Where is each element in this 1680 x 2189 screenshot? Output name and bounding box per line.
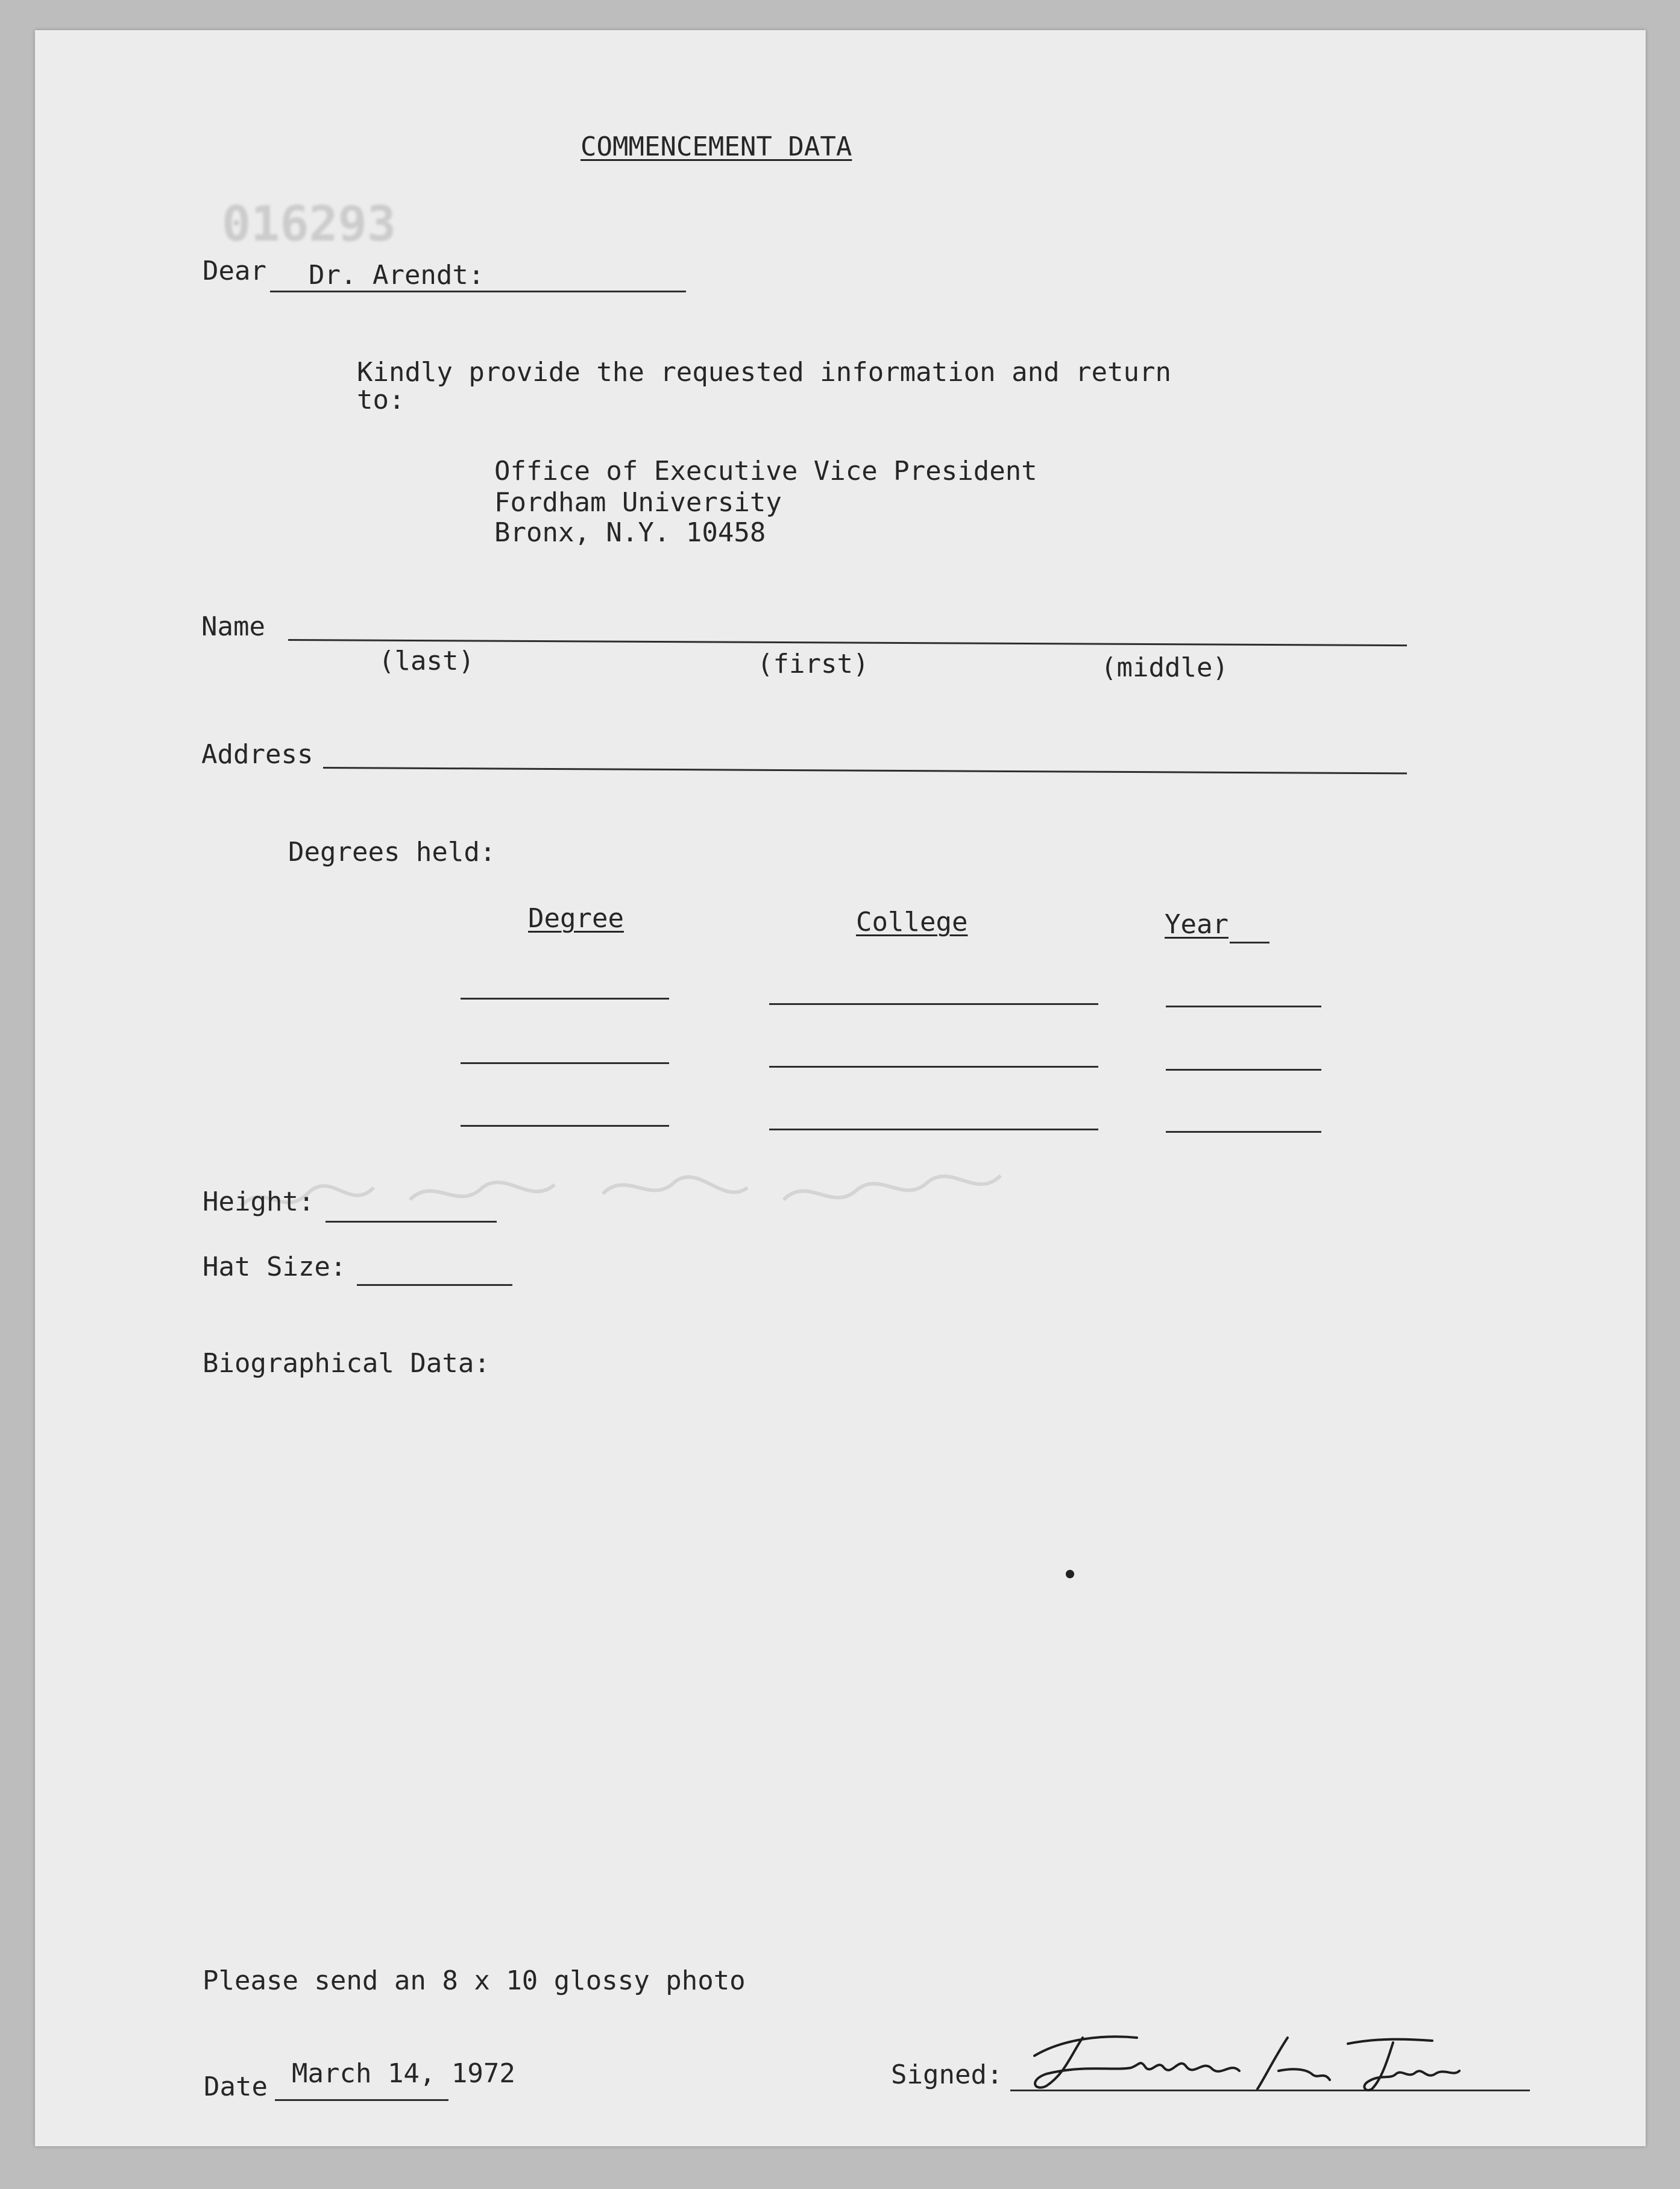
instruction-line-1: Kindly provide the requested information and return xyxy=(357,357,1172,388)
salutation-value: Dr. Arendt: xyxy=(309,260,485,291)
degree-row-3-degree-field[interactable] xyxy=(461,1125,669,1127)
degree-row-2-year-field[interactable] xyxy=(1166,1069,1321,1071)
name-sublabel-last: (last) xyxy=(379,646,474,676)
degree-row-2-college-field[interactable] xyxy=(769,1066,1098,1068)
hat-size-field-line[interactable] xyxy=(357,1284,512,1286)
degree-row-2-degree-field[interactable] xyxy=(461,1062,669,1064)
degrees-label: Degrees held: xyxy=(288,837,496,868)
address-label: Address xyxy=(201,739,313,770)
name-label: Name xyxy=(201,611,265,642)
serial-number: 016293 xyxy=(222,196,396,252)
date-label: Date xyxy=(204,2071,268,2102)
degree-row-1-year-field[interactable] xyxy=(1166,1006,1321,1007)
college-column-header: College xyxy=(856,907,968,937)
degree-row-1-degree-field[interactable] xyxy=(461,998,669,1000)
degree-row-1-college-field[interactable] xyxy=(769,1003,1098,1005)
return-address-line-3: Bronx, N.Y. 10458 xyxy=(494,517,766,548)
form-title: COMMENCEMENT DATA xyxy=(580,131,852,162)
salutation-underline xyxy=(270,291,686,292)
instruction-line-2: to: xyxy=(357,385,405,415)
year-column-header: Year xyxy=(1165,909,1229,940)
signed-label: Signed: xyxy=(891,2059,1003,2090)
ink-dot xyxy=(1066,1570,1074,1578)
return-address-line-1: Office of Executive Vice President xyxy=(494,456,1037,487)
height-label: Height: xyxy=(203,1186,315,1217)
handwritten-signature xyxy=(1010,2014,1541,2098)
date-field-line xyxy=(275,2099,448,2101)
photo-request-text: Please send an 8 x 10 glossy photo xyxy=(203,1965,746,1996)
year-header-underline-ext xyxy=(1230,942,1269,943)
biographical-data-label: Biographical Data: xyxy=(203,1348,490,1379)
degree-row-3-year-field[interactable] xyxy=(1166,1131,1321,1133)
return-address-line-2: Fordham University xyxy=(494,487,782,518)
name-sublabel-first: (first) xyxy=(757,649,869,679)
degree-row-3-college-field[interactable] xyxy=(769,1129,1098,1130)
salutation-label: Dear xyxy=(203,256,266,286)
date-value: March 14, 1972 xyxy=(292,2058,515,2089)
document-page xyxy=(35,30,1646,2146)
hat-size-label: Hat Size: xyxy=(203,1252,347,1282)
name-sublabel-middle: (middle) xyxy=(1101,652,1229,683)
faint-handwritten-note xyxy=(229,1133,1085,1242)
degree-column-header: Degree xyxy=(528,903,624,934)
